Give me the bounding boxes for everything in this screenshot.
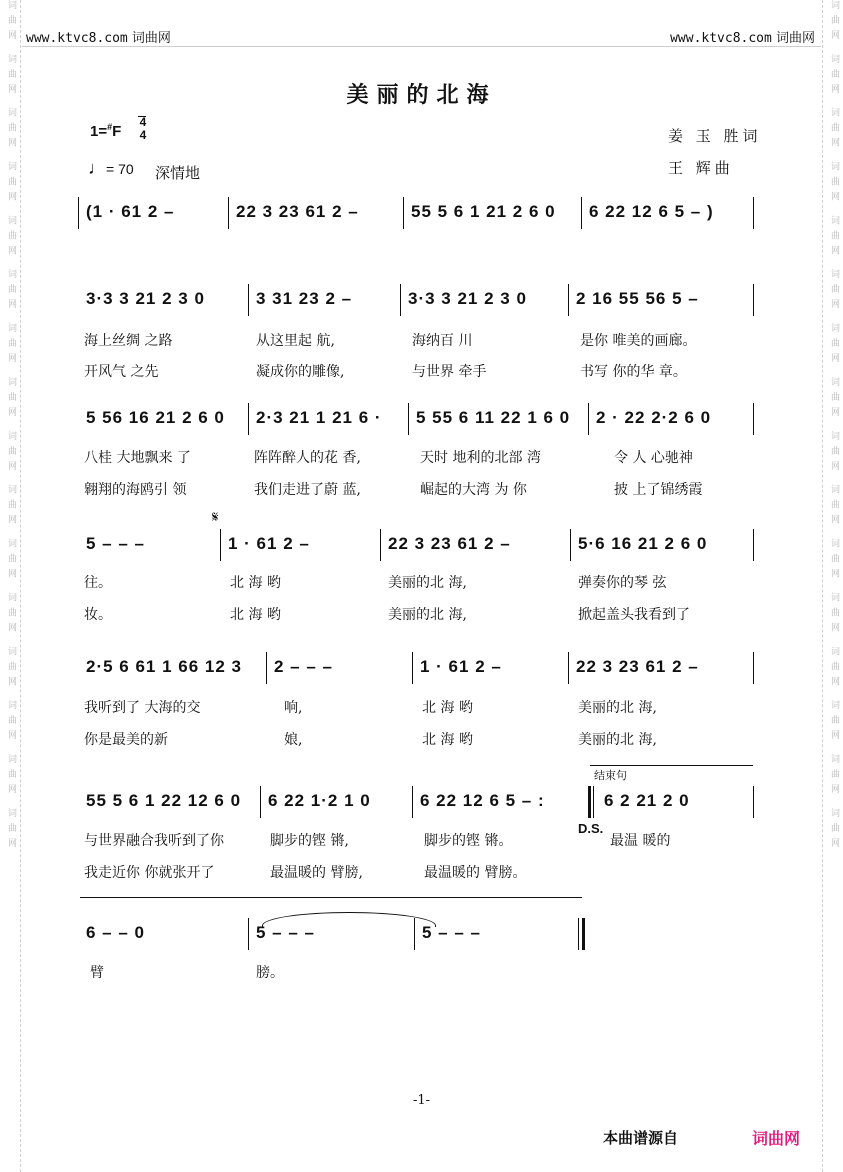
segno-sign: 𝄋 [212, 508, 219, 526]
lyric: 八桂 大地飘来 了 [84, 450, 191, 466]
lyric: 美丽的北 海, [578, 700, 657, 716]
sharp-sign: # [107, 122, 113, 132]
dal-segno-mark: D.S. [578, 821, 604, 836]
score-row-5 [78, 652, 758, 684]
barline [753, 403, 754, 435]
tempo-value: = 70 [106, 161, 134, 177]
lyric: 美丽的北 海, [578, 732, 657, 748]
measure: 3 31 23 2 – [256, 289, 353, 308]
measure: 6 – – 0 [86, 923, 145, 942]
brand-logo-text[interactable]: 词曲网 [752, 1129, 801, 1148]
score-row-7 [78, 918, 758, 950]
lyric: 书写 你的华 章。 [580, 364, 687, 380]
lyric: 翱翔的海鸥引 领 [84, 482, 187, 498]
barline [578, 918, 579, 950]
key-label: 1= [90, 123, 108, 140]
lyric: 娘, [284, 732, 303, 748]
ending-bracket [590, 765, 753, 766]
coda-bracket [80, 897, 582, 898]
lyric: 阵阵醉人的花 香, [254, 450, 361, 466]
lyric: 妆。 [84, 607, 112, 623]
lyric: 响, [284, 700, 303, 716]
barline [593, 786, 594, 818]
composer-credit: 王 辉曲 [668, 159, 734, 177]
lyric: 北 海 哟 [422, 700, 473, 716]
score-row-4 [78, 529, 758, 561]
lyric: 披 上了锦绣霞 [614, 482, 703, 498]
barline [753, 786, 754, 818]
lyric: 你是最美的新 [84, 732, 168, 748]
lyric: 往。 [84, 575, 112, 591]
time-divider [138, 116, 146, 146]
quarter-note-icon: ♩ [88, 158, 106, 178]
barline [753, 652, 754, 684]
lyric: 从这里起 航, [256, 333, 335, 349]
lyric: 是你 唯美的画廊。 [580, 333, 697, 349]
measure: 5 – – – [86, 534, 145, 553]
time-top: 4 [139, 115, 147, 129]
lyric: 海纳百 川 [412, 333, 473, 349]
lyric: 开风气 之先 [84, 364, 159, 380]
score-row-6 [78, 786, 758, 818]
measure: 55 5 6 1 21 2 6 0 [411, 202, 556, 221]
measure: 2 16 55 56 5 – [576, 289, 699, 308]
lyric: 与世界 牵手 [412, 364, 487, 380]
lyric: 膀。 [256, 965, 284, 981]
lyric: 海上丝绸 之路 [84, 333, 173, 349]
measure: 6 22 1·2 1 0 [268, 791, 371, 810]
measure: 5 – – – [256, 923, 315, 942]
barline [753, 529, 754, 561]
right-margin-guide [822, 0, 823, 1172]
score-row-1 [78, 197, 758, 229]
score-row-3 [78, 403, 758, 435]
lyric: 掀起盖头我看到了 [578, 607, 690, 623]
left-margin-guide [20, 0, 21, 1172]
lyric: 美丽的北 海, [388, 607, 467, 623]
lyric: 我听到了 大海的交 [84, 700, 201, 716]
measure: (1 · 61 2 – [86, 202, 175, 221]
measure: 5 56 16 21 2 6 0 [86, 408, 225, 427]
measure: 5 – – – [422, 923, 481, 942]
measure: 2·5 6 61 1 66 12 3 [86, 657, 243, 676]
measure: 55 5 6 1 22 12 6 0 [86, 791, 242, 810]
expression-marking: 深情地 [155, 164, 201, 182]
measure: 22 3 23 61 2 – [388, 534, 511, 553]
lyric: 脚步的铿 锵。 [424, 833, 513, 849]
header-url[interactable]: www.ktvc8.com [26, 31, 128, 46]
barline [753, 284, 754, 316]
watermark-right: 词曲网 词曲网 词曲网 词曲网 词曲网 词曲网 词曲网 词曲网 词曲网 词曲网 词曲网 词曲网 词曲网 词曲网 词曲网 词曲网 [829, 0, 839, 853]
measure: 1 · 61 2 – [420, 657, 502, 676]
watermark-left: 词曲网 词曲网 词曲网 词曲网 词曲网 词曲网 词曲网 词曲网 词曲网 词曲网 词曲网 词曲网 词曲网 词曲网 词曲网 词曲网 [6, 0, 16, 853]
measure: 2 · 22 2·2 6 0 [596, 408, 712, 427]
page-number: -1- [412, 1093, 431, 1108]
measure: 22 3 23 61 2 – [576, 657, 699, 676]
lyric: 令 人 心驰神 [614, 450, 693, 466]
measure: 6 2 21 2 0 [604, 791, 690, 810]
measure: 5 55 6 11 22 1 6 0 [416, 408, 571, 427]
lyricist-credit: 姜 玉 胜词 [668, 127, 762, 145]
lyric: 凝成你的雕像, [256, 364, 345, 380]
final-barline [582, 918, 585, 950]
lyric: 最温 暖的 [610, 833, 671, 849]
ending-label: 结束句 [594, 769, 627, 782]
header-right [670, 27, 815, 46]
measure: 6 22 12 6 5 – ) [589, 202, 714, 221]
song-title: 美丽的北海 [346, 83, 497, 108]
measure: 22 3 23 61 2 – [236, 202, 359, 221]
header-rule [22, 46, 821, 47]
lyric: 最温暖的 臂膀。 [424, 865, 527, 881]
measure: 1 · 61 2 – [228, 534, 310, 553]
lyric: 美丽的北 海, [388, 575, 467, 591]
measure: 3·3 3 21 2 3 0 [86, 289, 205, 308]
measure: 2·3 21 1 21 6 · [256, 408, 382, 427]
lyric: 北 海 哟 [230, 607, 281, 623]
repeat-barline [588, 786, 591, 818]
measure: 5·6 16 21 2 6 0 [578, 534, 708, 553]
lyric: 弹奏你的琴 弦 [578, 575, 667, 591]
score-row-2 [78, 284, 758, 316]
lyric: 北 海 哟 [230, 575, 281, 591]
source-label: 本曲谱源自 [603, 1129, 679, 1147]
key-signature [90, 122, 121, 140]
header-site: 词曲网 [131, 31, 171, 46]
header-left [26, 27, 171, 46]
tempo-marking [88, 158, 134, 179]
lyric: 臂 [90, 965, 104, 981]
lyric: 最温暖的 臂膀, [270, 865, 363, 881]
lyric: 脚步的铿 锵, [270, 833, 349, 849]
lyric: 北 海 哟 [422, 732, 473, 748]
key-note: F [112, 123, 122, 140]
lyric: 崛起的大湾 为 你 [420, 482, 527, 498]
lyric: 天时 地利的北部 湾 [420, 450, 541, 466]
header-site-right: 词曲网 [775, 31, 815, 46]
measure: 3·3 3 21 2 3 0 [408, 289, 527, 308]
barline [753, 197, 754, 229]
header-url-right[interactable]: www.ktvc8.com [670, 31, 772, 46]
lyric: 与世界融合我听到了你 [84, 833, 224, 849]
time-signature [137, 116, 149, 142]
lyric: 我走近你 你就张开了 [84, 865, 215, 881]
lyric: 我们走进了蔚 蓝, [254, 482, 361, 498]
measure: 2 – – – [274, 657, 333, 676]
measure: 6 22 12 6 5 – : [420, 791, 545, 810]
time-bottom: 4 [139, 128, 147, 142]
